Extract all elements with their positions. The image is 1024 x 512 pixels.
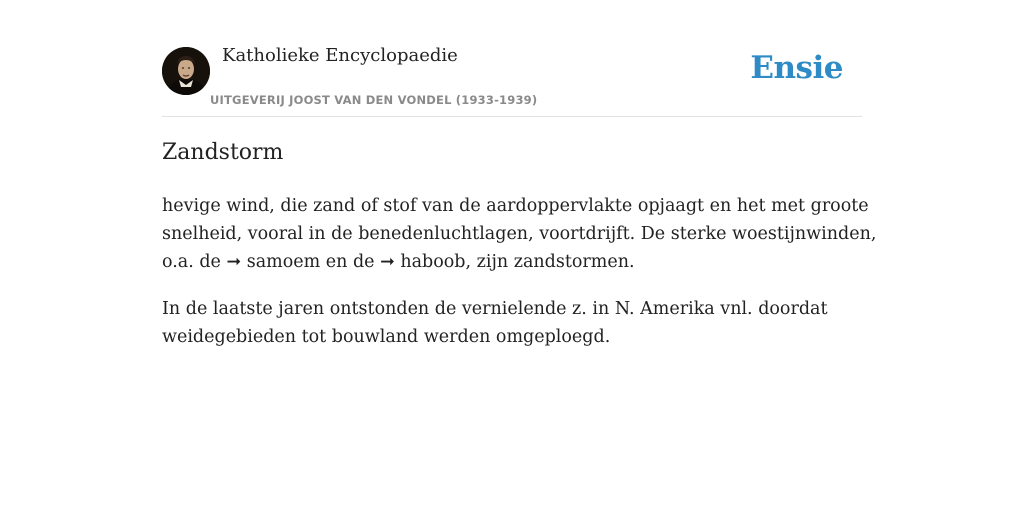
xref-link-haboob[interactable]: ➞ haboob bbox=[380, 252, 466, 272]
text-line: In de laatste jaren ontstonden de vernielende z. in N. Amerika vnl. doordat bbox=[162, 299, 828, 319]
text-line: weidegebieden tot bouwland werden omgeploegd. bbox=[162, 327, 611, 347]
ensie-logo-link[interactable]: Ensie bbox=[750, 50, 843, 86]
article-paragraph bbox=[162, 295, 862, 351]
article-body bbox=[162, 192, 877, 370]
text-segment: en de bbox=[320, 252, 381, 272]
text-line: snelheid, vooral in de benedenluchtlagen, voortdrijft. De sterke woestijnwinden, bbox=[162, 224, 877, 244]
source-publisher: UITGEVERIJ JOOST VAN DEN VONDEL (1933-1939) bbox=[210, 93, 538, 107]
portrait-avatar-icon[interactable] bbox=[162, 47, 210, 95]
source-header bbox=[162, 40, 862, 117]
text-line: hevige wind, die zand of stof van de aardoppervlakte opjaagt en het met groote bbox=[162, 196, 869, 216]
article-paragraph bbox=[162, 192, 877, 276]
xref-link-samoem[interactable]: ➞ samoem bbox=[226, 252, 321, 272]
text-line bbox=[162, 248, 862, 276]
source-title[interactable]: Katholieke Encyclopaedie bbox=[222, 45, 458, 66]
text-segment: , zijn zandstormen. bbox=[465, 252, 635, 272]
article-title: Zandstorm bbox=[162, 140, 284, 165]
text-segment: o.a. de bbox=[162, 252, 227, 272]
